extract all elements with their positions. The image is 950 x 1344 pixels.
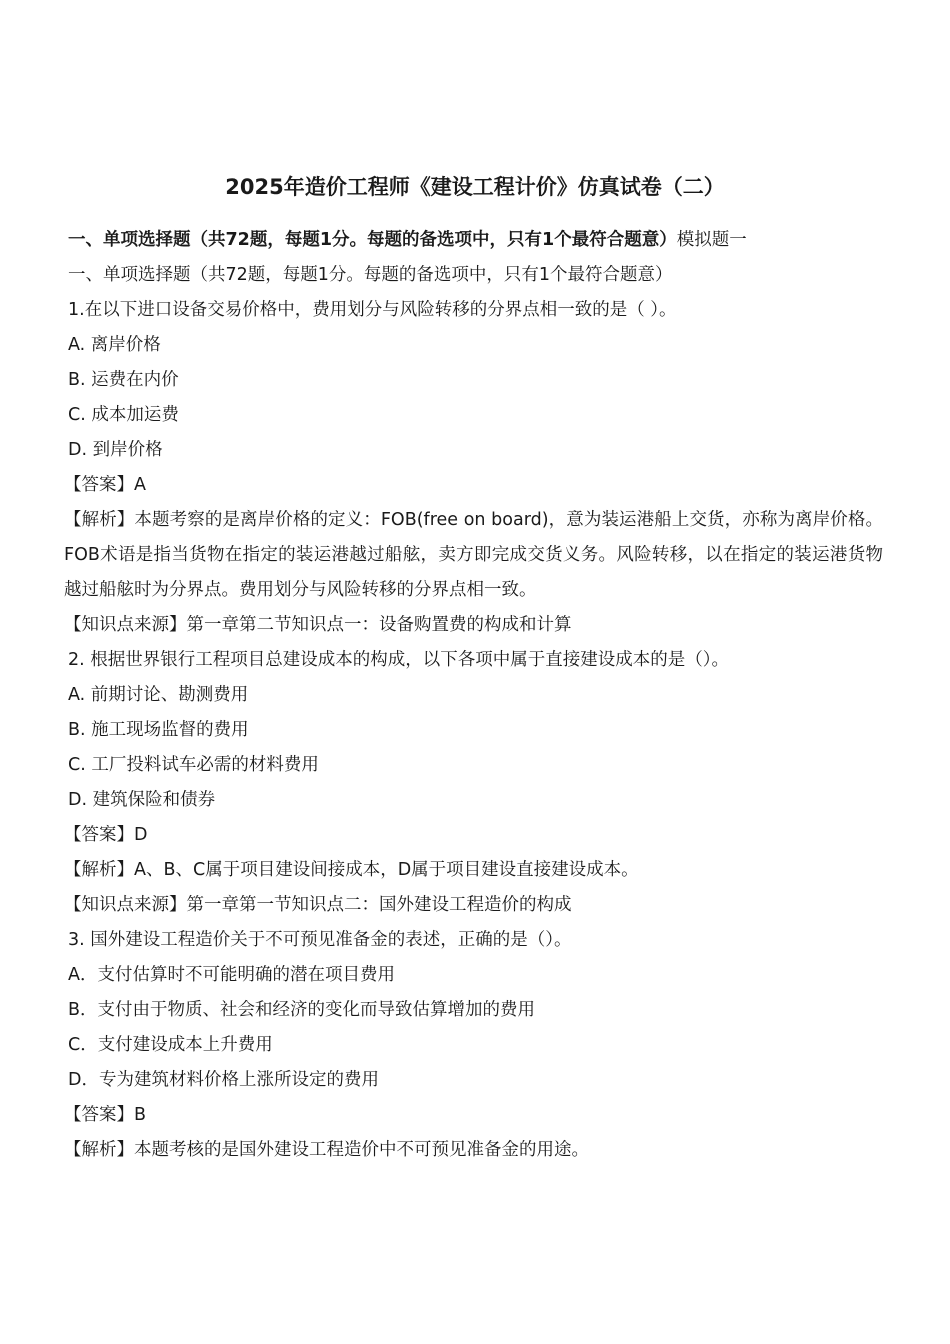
section-repeat: 一、单项选择题（共72题，每题1分。每题的备选项中，只有1个最符合题意） [68,265,673,285]
question-2-option-d: D. 建筑保险和债券 [68,790,216,810]
question-3-answer: 【答案】B [64,1105,147,1125]
question-3-option-a: A．支付估算时不可能明确的潜在项目费用 [68,965,395,985]
question-3-option-c: C．支付建设成本上升费用 [68,1035,273,1055]
question-3-stem: 3. 国外建设工程造价关于不可预见准备金的表述，正确的是（）。 [68,930,572,950]
question-2-option-c: C. 工厂投料试车必需的材料费用 [68,755,319,775]
document-body [64,223,883,1168]
question-1-option-a: A. 离岸价格 [68,335,161,355]
question-2-source: 【知识点来源】第一章第一节知识点二：国外建设工程造价的构成 [64,895,572,915]
question-2-option-a: A. 前期讨论、勘测费用 [68,685,249,705]
question-1-option-c: C. 成本加运费 [68,405,179,425]
question-2-stem: 2. 根据世界银行工程项目总建设成本的构成，以下各项中属于直接建设成本的是（）。 [68,650,730,670]
question-1-stem: 1.在以下进口设备交易价格中，费用划分与风险转移的分界点相一致的是（ ）。 [68,300,677,320]
question-1-option-b: B. 运费在内价 [68,370,179,390]
question-2-answer: 【答案】D [64,825,148,845]
question-2-analysis: 【解析】A、B、C属于项目建设间接成本，D属于项目建设直接建设成本。 [64,860,639,880]
question-1-answer: 【答案】A [64,475,146,495]
question-3-option-b: B．支付由于物质、社会和经济的变化而导致估算增加的费用 [68,1000,536,1020]
question-2-option-b: B. 施工现场监督的费用 [68,720,249,740]
section-heading-suffix: 模拟题一 [676,230,747,250]
section-heading-bold: 一、单项选择题（共72题，每题1分。每题的备选项中，只有1个最符合题意） [68,230,677,250]
question-1-analysis: 【解析】本题考察的是离岸价格的定义：FOB(free on board)，意为装运港船上交货，亦称为离岸价格。FOB术语是指当货物在指定的装运港越过船舷，卖方即完成交货义务。风险转移，以在指定的装运港货物越过船舷时为分界点。费用划分与风险转移的分界点相一致。 [64,510,883,600]
document-title: 2025年造价工程师《建设工程计价》仿真试卷（二） [225,175,725,199]
section-heading [68,223,883,258]
question-1-source: 【知识点来源】第一章第二节知识点一：设备购置费的构成和计算 [64,615,572,635]
question-1-option-d: D. 到岸价格 [68,440,163,460]
question-3-option-d: D．专为建筑材料价格上涨所设定的费用 [68,1070,379,1090]
question-3-analysis: 【解析】本题考核的是国外建设工程造价中不可预见准备金的用途。 [64,1140,589,1160]
